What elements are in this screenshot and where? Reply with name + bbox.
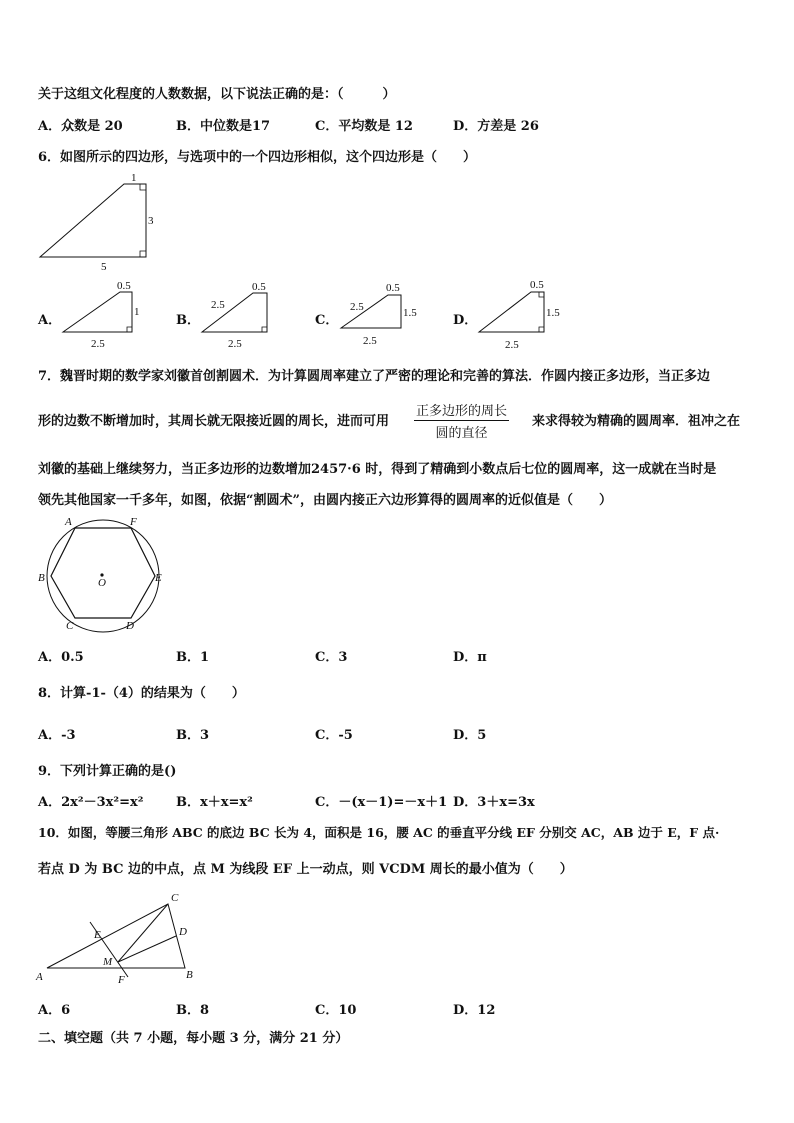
q10-vertex-a: A — [36, 971, 43, 983]
q5-option-c: C．平均数是 12 — [315, 119, 413, 134]
q7-vertex-e: E — [155, 572, 162, 584]
q8-option-b: B．3 — [176, 728, 210, 743]
q10-point-e: E — [94, 929, 101, 941]
q6-c-label-right: 1.5 — [403, 307, 417, 319]
q10-point-d: D — [179, 926, 187, 938]
q6-a-label-top: 0.5 — [117, 280, 131, 292]
q5-option-b: B．中位数是17 — [176, 119, 271, 134]
q9-option-d: D．3＋x=3x — [453, 795, 535, 810]
q6-option-b-label: B． — [176, 313, 200, 328]
q8-option-d: D．5 — [453, 728, 487, 743]
q7-line-1: 7．魏晋时期的数学家刘徽首创割圆术．为计算圆周率建立了严密的理论和完善的算法．作圆内接正多边形，当正多边 — [38, 369, 711, 384]
q10-option-a: A．6 — [38, 1003, 71, 1018]
q7-option-d: D．π — [453, 650, 487, 665]
q6-main-label-right: 3 — [148, 215, 154, 227]
q6-c-label-left: 2.5 — [350, 301, 364, 313]
intro-text: 关于这组文化程度的人数数据，以下说法正确的是：（ ） — [38, 87, 396, 102]
q7-line-2b: 来求得较为精确的圆周率．祖冲之在 — [532, 414, 741, 429]
q10-option-b: B．8 — [176, 1003, 210, 1018]
q6-option-c-label: C． — [315, 313, 339, 328]
q7-fraction-numerator: 正多边形的周长 — [414, 400, 509, 421]
section-heading: 二、填空题（共 7 小题，每小题 3 分，满分 21 分） — [38, 1031, 349, 1046]
q5-option-a: A．众数是 20 — [38, 119, 123, 134]
q10-line-1: 10．如图，等腰三角形 ABC 的底边 BC 长为 4，面积是 16，腰 AC 的垂直平分线 EF 分别交 AC，AB 边于 E，F 点· — [38, 825, 720, 840]
q6-d-label-bottom: 2.5 — [505, 339, 519, 351]
q8-option-a: A．-3 — [38, 728, 76, 743]
q6-a-label-right: 1 — [134, 306, 140, 318]
q10-point-m: M — [103, 956, 113, 968]
q7-vertex-b: B — [38, 572, 45, 584]
q7-line-4: 领先其他国家一千多年，如图，依据“割圆术”，由圆内接正六边形算得的圆周率的近似值是（ ） — [38, 493, 612, 508]
q9-option-a: A．2x²－3x²=x² — [38, 795, 144, 810]
q6-b-label-bottom: 2.5 — [228, 338, 242, 350]
q6-b-label-top: 0.5 — [252, 281, 266, 293]
q7-option-a: A．0.5 — [38, 650, 84, 665]
q6-c-label-bottom: 2.5 — [363, 335, 377, 347]
q10-point-f: F — [118, 974, 125, 986]
q7-line-2a: 形的边数不断增加时，其周长就无限接近圆的周长，进而可用 — [38, 414, 390, 429]
q7-vertex-f: F — [130, 516, 137, 528]
q7-center-o: O — [98, 577, 106, 589]
q5-option-d: D．方差是 26 — [453, 119, 539, 134]
q7-line-3: 刘徽的基础上继续努力，当正多边形的边数增加2457·6 时，得到了精确到小数点后七位的圆周率，这一成就在当时是 — [38, 462, 717, 477]
q7-vertex-a: A — [65, 516, 72, 528]
q9-option-b: B．x＋x=x² — [176, 795, 253, 810]
q6-main-label-bottom: 5 — [101, 261, 107, 273]
q7-fraction-denominator: 圆的直径 — [435, 426, 488, 441]
q7-vertex-d: D — [126, 620, 134, 632]
q6-stem: 6．如图所示的四边形，与选项中的一个四边形相似，这个四边形是（ ） — [38, 150, 477, 165]
q10-option-c: C．10 — [315, 1003, 357, 1018]
q9-stem: 9．下列计算正确的是() — [38, 764, 177, 779]
q6-d-label-top: 0.5 — [530, 279, 544, 291]
q7-option-c: C．3 — [315, 650, 348, 665]
q10-vertex-c: C — [171, 892, 179, 904]
q6-main-label-top: 1 — [131, 172, 137, 184]
q6-option-d-label: D． — [453, 313, 478, 328]
q6-c-label-top: 0.5 — [386, 282, 400, 294]
q10-option-d: D．12 — [453, 1003, 496, 1018]
q7-vertex-c: C — [66, 620, 74, 632]
q8-option-c: C．-5 — [315, 728, 353, 743]
q10-line-2: 若点 D 为 BC 边的中点，点 M 为线段 EF 上一动点，则 VCDM 周长的最小值为（ ） — [38, 862, 573, 877]
q10-vertex-b: B — [186, 969, 193, 981]
q6-b-label-left: 2.5 — [211, 299, 225, 311]
q6-option-a-label: A． — [38, 313, 62, 328]
q6-a-label-bottom: 2.5 — [91, 338, 105, 350]
q6-d-label-right: 1.5 — [546, 307, 560, 319]
q9-option-c: C．－(x－1)=－x＋1 — [315, 795, 448, 810]
q7-option-b: B．1 — [176, 650, 210, 665]
q8-stem: 8．计算-1-（4）的结果为（ ） — [38, 686, 245, 701]
